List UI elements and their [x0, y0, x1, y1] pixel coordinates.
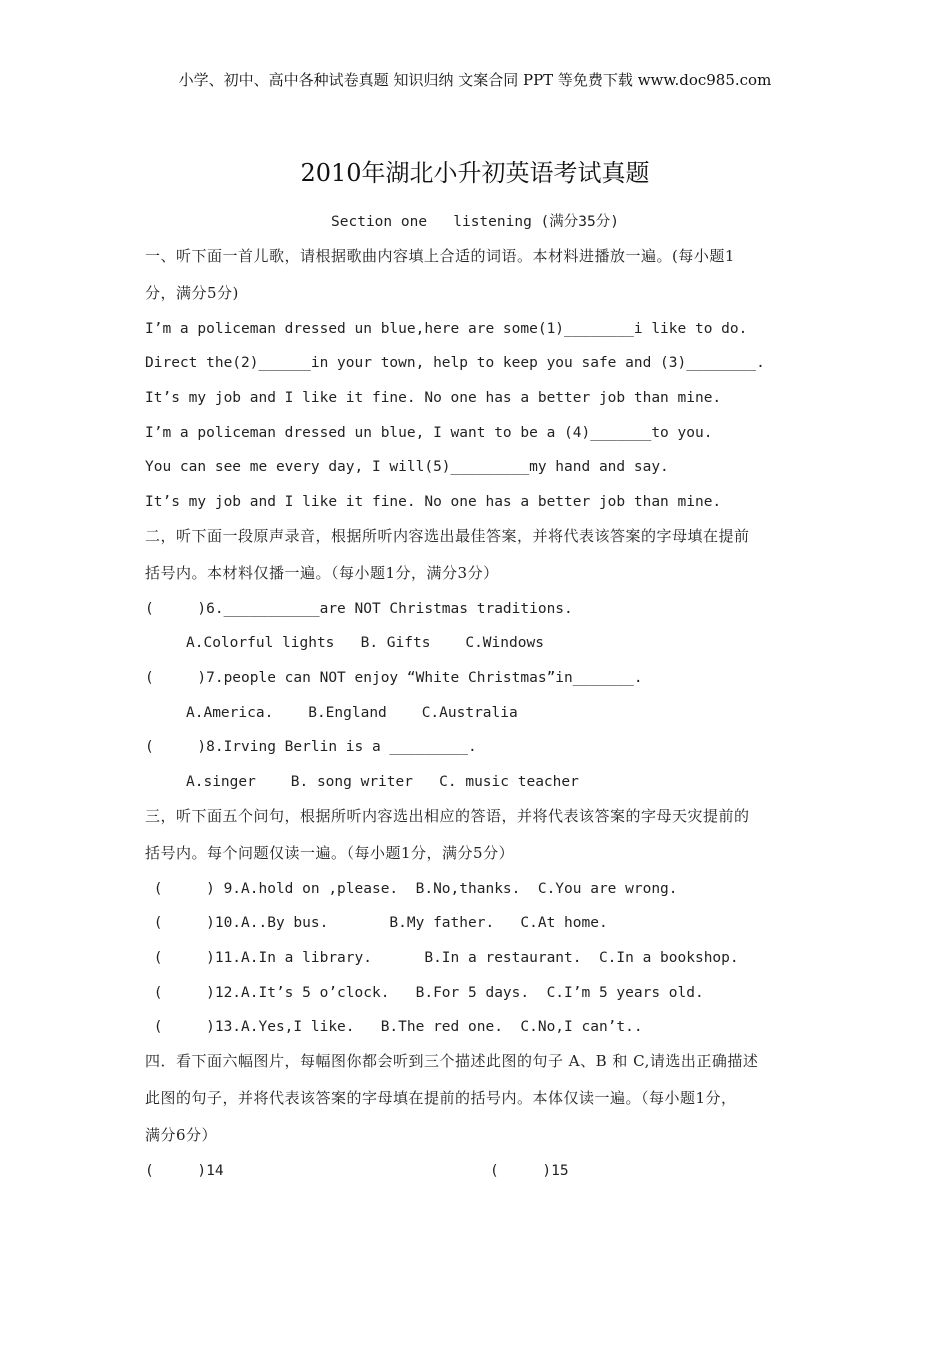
part2-instruction-line2: 括号内。本材料仅播一遍。（每小题1分，满分3分） [145, 564, 499, 582]
page-header: 小学、初中、高中各种试卷真题 知识归纳 文案合同 PPT 等免费下载 www.doc985.com [178, 71, 772, 89]
question-7: ( )7.people can NOT enjoy “White Christmas”in_______. [145, 670, 643, 686]
section-heading: Section one listening (满分35分) [331, 214, 619, 230]
song-line-1: I’m a policeman dressed un blue,here are some(1)________i like to do. [145, 321, 748, 337]
song-line-6: It’s my job and I like it fine. No one has a better job than mine. [145, 494, 722, 510]
question-15: ( )15 [490, 1163, 569, 1179]
part4-instruction-line3: 满分6分） [145, 1126, 218, 1144]
page-title: 2010年湖北小升初英语考试真题 [300, 159, 650, 187]
question-13: ( )13.A.Yes,I like. B.The red one. C.No,I can’t.. [145, 1019, 643, 1035]
question-7-options: A.America. B.England C.Australia [186, 705, 518, 721]
part3-instruction-line2: 括号内。每个问题仅读一遍。（每小题1分，满分5分） [145, 844, 515, 862]
part1-instruction-line2: 分，满分5分) [145, 284, 239, 302]
part3-instruction-line1: 三，听下面五个问句，根据所听内容选出相应的答语，并将代表该答案的字母天灾提前的 [145, 807, 750, 825]
song-line-3: It’s my job and I like it fine. No one has a better job than mine. [145, 390, 722, 406]
part4-instruction-line1: 四．看下面六幅图片，每幅图你都会听到三个描述此图的句子 A、B 和 C,请选出正确描述 [145, 1052, 759, 1070]
song-line-5: You can see me every day, I will(5)_________my hand and say. [145, 459, 669, 475]
question-10: ( )10.A..By bus. B.My father. C.At home. [145, 915, 608, 931]
question-6: ( )6.___________are NOT Christmas traditions. [145, 601, 573, 617]
question-12: ( )12.A.It’s 5 o’clock. B.For 5 days. C.I’m 5 years old. [145, 985, 704, 1001]
question-6-options: A.Colorful lights B. Gifts C.Windows [186, 635, 544, 651]
part4-instruction-line2: 此图的句子，并将代表该答案的字母填在提前的括号内。本体仅读一遍。（每小题1分， [145, 1089, 737, 1107]
question-8: ( )8.Irving Berlin is a _________. [145, 739, 477, 755]
question-11: ( )11.A.In a library. B.In a restaurant. C.In a bookshop. [145, 950, 739, 966]
question-9: ( ) 9.A.hold on ,please. B.No,thanks. C.You are wrong. [145, 881, 678, 897]
part2-instruction-line1: 二，听下面一段原声录音，根据所听内容选出最佳答案，并将代表该答案的字母填在提前 [145, 527, 750, 545]
song-line-4: I’m a policeman dressed un blue, I want to be a (4)_______to you. [145, 425, 713, 441]
question-8-options: A.singer B. song writer C. music teacher [186, 774, 579, 790]
question-14: ( )14 [145, 1163, 224, 1179]
part1-instruction-line1: 一、听下面一首儿歌，请根据歌曲内容填上合适的词语。本材料进播放一遍。(每小题1 [145, 247, 735, 265]
song-line-2: Direct the(2)______in your town, help to keep you safe and (3)________. [145, 355, 765, 371]
